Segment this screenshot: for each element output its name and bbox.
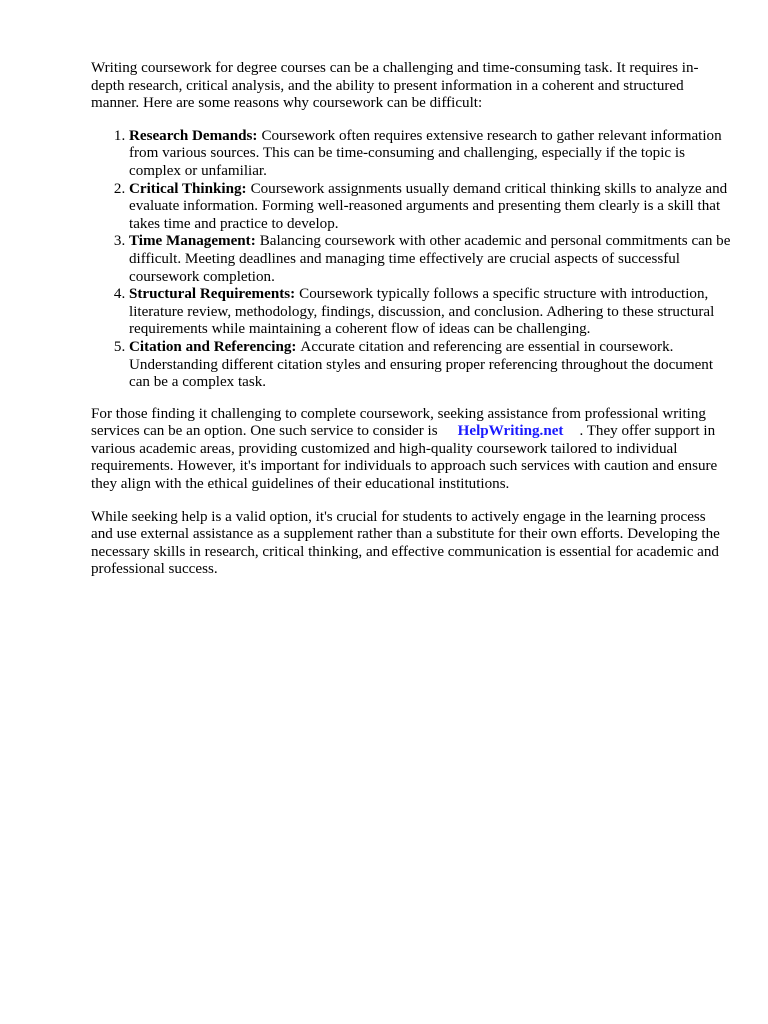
reason-text: Accurate citation and referencing are essential in coursework. Understanding different citation styles and ensuring proper referencing throughout the document can be a complex task. [129, 338, 714, 391]
reason-text: Coursework often requires extensive research to gather relevant information from various sources. This can be time-consuming and challenging, especially if the topic is complex or unfamiliar. [129, 127, 722, 179]
reason-term: Time Management: [129, 233, 256, 250]
reason-term: Research Demands: [129, 127, 258, 144]
list-item [129, 233, 731, 286]
document-body [91, 60, 731, 594]
reason-term: Structural Requirements: [129, 286, 296, 303]
list-item [129, 128, 731, 181]
reason-term: Critical Thinking: [129, 180, 247, 197]
list-item [129, 181, 731, 234]
reason-text: Coursework assignments usually demand critical thinking skills to analyze and evaluate information. Forming well-reasoned arguments and presenting them clearly is a skill that takes time and practice to develop. [129, 180, 728, 232]
list-item [129, 286, 731, 339]
reason-text: Coursework typically follows a specific structure with introduction, literature review, methodology, findings, discussion, and conclusion. Adhering to these structural requirements while maintaining a coherent flow of ideas can be challenging. [129, 286, 715, 338]
reason-text: Balancing coursework with other academic and personal commitments can be difficult. Meeting deadlines and managing time effectively are crucial aspects of successful coursework completion. [129, 233, 731, 285]
reason-term: Citation and Referencing: [129, 338, 297, 355]
helpwriting-link[interactable]: HelpWriting.net [457, 423, 564, 440]
assistance-text-before: For those finding it challenging to complete coursework, seeking assistance from professional writing services can be an option. One such service to consider is [91, 405, 706, 440]
list-item [129, 339, 731, 392]
reasons-list [91, 128, 731, 392]
assistance-paragraph [91, 406, 731, 494]
intro-paragraph: Writing coursework for degree courses can be a challenging and time-consuming task. It requires in-depth research, critical analysis, and the ability to present information in a coherent and structured manner. Here are some reasons why coursework can be difficult: [91, 60, 699, 112]
conclusion-paragraph: While seeking help is a valid option, it's crucial for students to actively engage in the learning process and use external assistance as a supplement rather than a substitute for their own efforts. Developing the necessary skills in research, critical thinking, and effective communication is essential for academic and professional success. [91, 508, 720, 578]
assistance-text-after: . They offer support in various academic areas, providing customized and high-quality coursework tailored to individual requirements. However, it's important for individuals to approach such services with caution and ensure they align with the ethical guidelines of their educational institutions. [91, 423, 718, 493]
